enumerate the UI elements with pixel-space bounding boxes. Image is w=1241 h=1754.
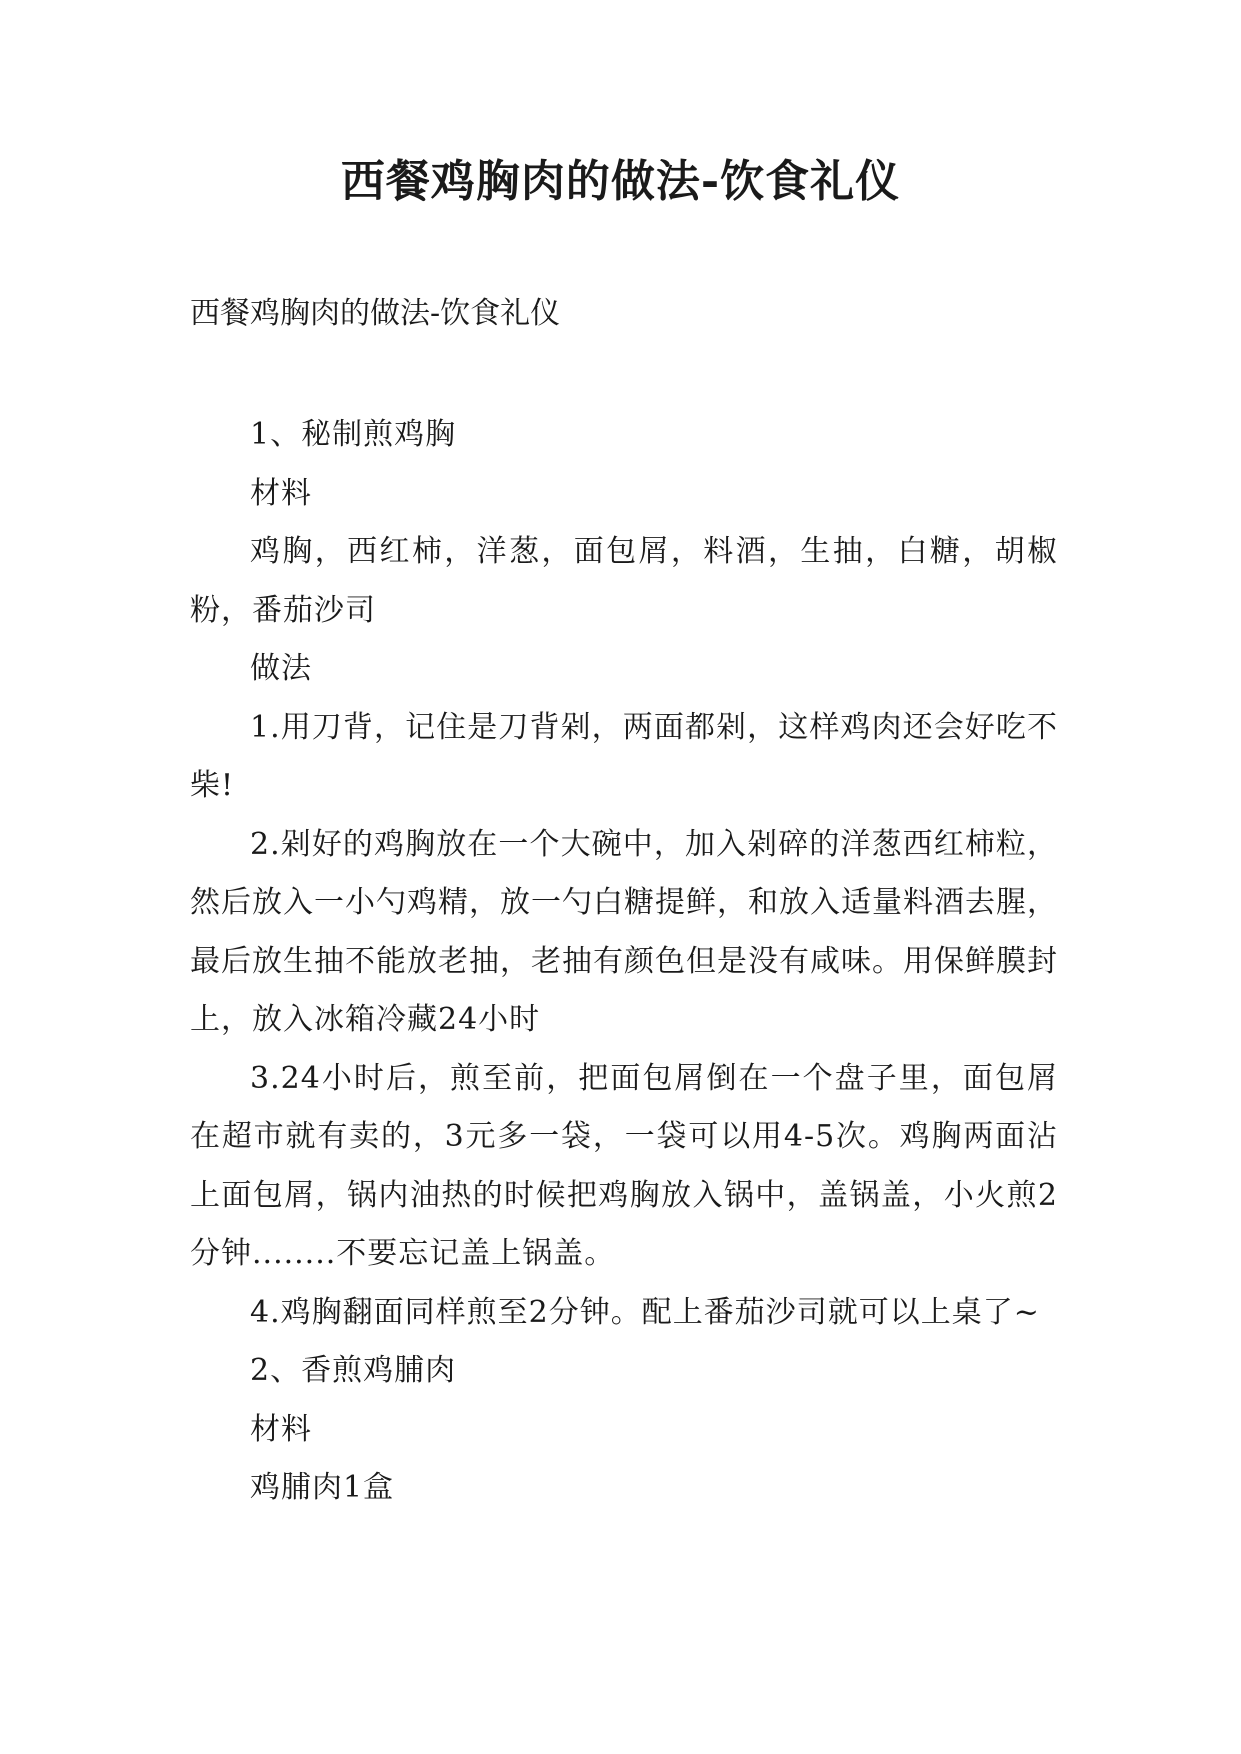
step-paragraph: 1.用刀背，记住是刀背剁，两面都剁，这样鸡肉还会好吃不柴! [190,709,1058,803]
step-paragraph: 3.24小时后，煎至前，把面包屑倒在一个盘子里，面包屑在超市就有卖的，3元多一袋，一袋可以用4-5次。鸡胸两面沾上面包屑，锅内油热的时候把鸡胸放入锅中，盖锅盖，小火煎2分钟........不要忘记盖上锅盖。 [190,1060,1058,1271]
step-paragraph: 2.剁好的鸡胸放在一个大碗中，加入剁碎的洋葱西红柿粒，然后放入一小勺鸡精，放一勺白糖提鲜，和放入适量料酒去腥，最后放生抽不能放老抽，老抽有颜色但是没有咸味。用保鲜膜封上，放入冰箱冷藏24小时 [190,826,1058,1037]
document-title: 西餐鸡胸肉的做法-饮食礼仪 [340,156,901,207]
materials-list: 鸡脯肉1盒 [250,1470,395,1505]
method-heading: 做法 [250,651,312,686]
section-heading: 1、秘制煎鸡胸 [250,417,457,452]
step-paragraph: 4.鸡胸翻面同样煎至2分钟。配上番茄沙司就可以上桌了~ [250,1294,1040,1330]
document-subtitle: 西餐鸡胸肉的做法-饮食礼仪 [190,296,561,331]
section-heading: 2、香煎鸡脯肉 [250,1353,457,1388]
document-body [190,406,1058,1518]
materials-heading: 材料 [250,475,312,511]
materials-heading: 材料 [250,1411,312,1447]
materials-list: 鸡胸，西红柿，洋葱，面包屑，料酒，生抽，白糖，胡椒粉，番茄沙司 [190,534,1058,628]
